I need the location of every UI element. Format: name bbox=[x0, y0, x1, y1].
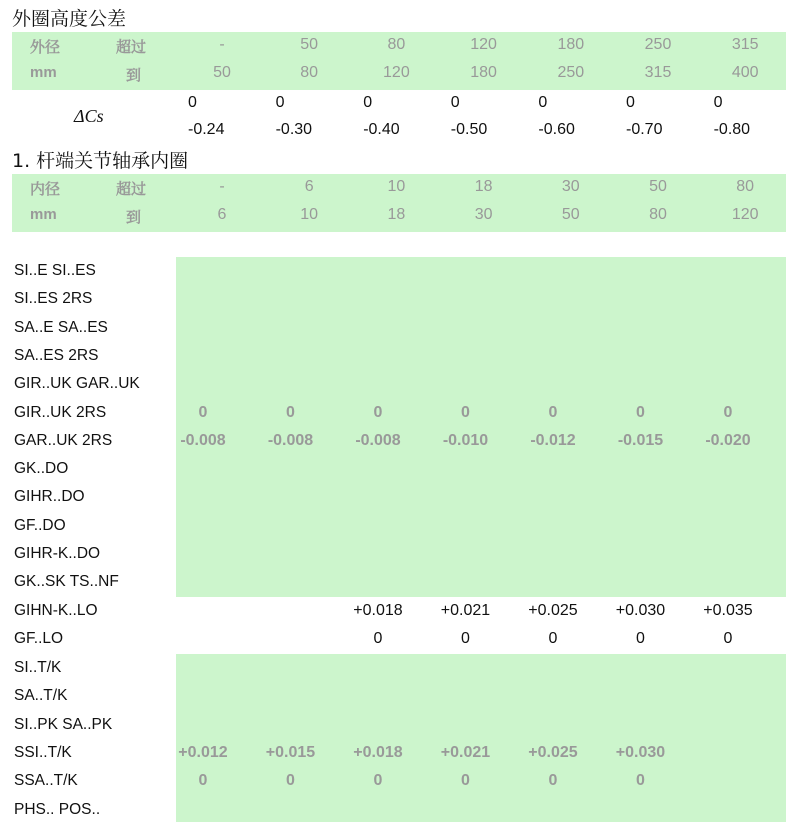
header-cell: 50 bbox=[561, 206, 580, 223]
delta-upper-cell: 0 bbox=[275, 94, 285, 111]
tolerance-lower-cell: 0 bbox=[461, 630, 470, 647]
header-cell: 18 bbox=[474, 178, 493, 195]
bearing-type-label: GIHN-K..LO bbox=[14, 602, 98, 619]
delta-lower-cell: -0.80 bbox=[713, 121, 751, 138]
tolerance-upper-cell: +0.015 bbox=[265, 744, 316, 761]
bearing-type-label: SI..ES 2RS bbox=[14, 290, 93, 308]
delta-lower-cell: -0.24 bbox=[188, 121, 225, 138]
section1-row1-label-b: 超过 bbox=[116, 39, 147, 56]
tolerance-upper-cell: +0.030 bbox=[615, 744, 666, 761]
tolerance-lower-cell: -0.008 bbox=[267, 432, 314, 449]
tolerance-upper-cell: +0.025 bbox=[528, 602, 578, 619]
bearing-type-label: GAR..UK 2RS bbox=[14, 431, 113, 449]
header-cell: 250 bbox=[644, 36, 672, 53]
bearing-type-label: SSA..T/K bbox=[14, 772, 78, 790]
header-cell: 50 bbox=[213, 64, 231, 81]
tolerance-upper-cell: 0 bbox=[373, 404, 383, 421]
tolerance-lower-cell: 0 bbox=[461, 772, 470, 789]
header-cell: 120 bbox=[383, 64, 410, 81]
header-cell: 80 bbox=[387, 36, 406, 53]
bearing-type-label: SI..T/K bbox=[14, 659, 62, 676]
header-cell: 250 bbox=[557, 64, 585, 81]
header-cell: 180 bbox=[557, 36, 585, 53]
header-cell: 10 bbox=[387, 178, 406, 195]
tolerance-upper-cell: 0 bbox=[286, 404, 295, 421]
tolerance-upper-cell: 0 bbox=[636, 404, 645, 421]
header-cell: 120 bbox=[470, 36, 497, 53]
header-cell: 400 bbox=[731, 64, 759, 81]
header-cell: - bbox=[219, 36, 225, 53]
tolerance-upper-cell: +0.021 bbox=[440, 744, 491, 761]
delta-upper-cell: 0 bbox=[626, 94, 635, 111]
tolerance-lower-cell: 0 bbox=[548, 630, 558, 647]
tolerance-lower-cell: -0.012 bbox=[530, 432, 576, 449]
header-cell: 30 bbox=[474, 206, 493, 223]
tolerance-lower-cell: 0 bbox=[636, 630, 645, 647]
bearing-type-label: SI..E SI..ES bbox=[14, 262, 96, 279]
header-cell: 30 bbox=[561, 178, 580, 195]
header-cell: 80 bbox=[736, 178, 755, 195]
section1-row1-label-a: 外径 bbox=[30, 39, 61, 56]
tolerance-upper-cell: +0.030 bbox=[615, 602, 666, 619]
header-cell: 18 bbox=[387, 206, 406, 223]
delta-lower-cell: -0.50 bbox=[450, 121, 488, 138]
delta-upper-cell: 0 bbox=[363, 94, 373, 111]
tolerance-upper-cell: +0.018 bbox=[353, 744, 403, 761]
delta-lower-cell: -0.60 bbox=[538, 121, 575, 138]
tolerance-upper-cell: 0 bbox=[198, 404, 208, 421]
section2-row1-label-b: 超过 bbox=[116, 181, 147, 198]
section2-title: 1. 杆端关节轴承内圈 bbox=[12, 150, 189, 172]
header-cell: 80 bbox=[300, 64, 319, 81]
group-a-band bbox=[176, 257, 786, 597]
tolerance-lower-cell: 0 bbox=[373, 630, 383, 647]
section2-row2-label-b: 到 bbox=[126, 209, 142, 226]
header-cell: 120 bbox=[731, 206, 759, 223]
tolerance-upper-cell: +0.018 bbox=[353, 602, 403, 619]
bearing-type-label: GK..DO bbox=[14, 460, 69, 478]
delta-lower-cell: -0.30 bbox=[275, 121, 313, 138]
tolerance-lower-cell: -0.008 bbox=[180, 432, 226, 449]
section1-row2-label-a: mm bbox=[30, 64, 57, 81]
tolerance-upper-cell: +0.035 bbox=[703, 602, 753, 619]
delta-lower-cell: -0.40 bbox=[363, 121, 400, 138]
section1-title: 外圈高度公差 bbox=[12, 8, 127, 30]
tolerance-lower-cell: -0.010 bbox=[442, 432, 489, 449]
bearing-type-label: GIHR-K..DO bbox=[14, 545, 101, 562]
bearing-type-label: GIHR..DO bbox=[14, 488, 85, 506]
group-c-band bbox=[176, 654, 786, 822]
header-cell: 6 bbox=[217, 206, 227, 223]
delta-upper-cell: 0 bbox=[188, 94, 197, 111]
tolerance-lower-cell: 0 bbox=[286, 772, 295, 789]
delta-lower-cell: -0.70 bbox=[626, 121, 663, 138]
tolerance-lower-cell: 0 bbox=[373, 772, 383, 789]
tolerance-lower-cell: -0.020 bbox=[705, 432, 751, 449]
bearing-type-label: SA..T/K bbox=[14, 687, 68, 705]
section2-row2-label-a: mm bbox=[30, 206, 57, 223]
bearing-type-label: PHS.. POS.. bbox=[14, 800, 101, 818]
tolerance-upper-cell: +0.012 bbox=[178, 744, 228, 761]
bearing-type-label: SA..ES 2RS bbox=[14, 346, 99, 364]
bearing-type-label: GF..DO bbox=[14, 516, 66, 534]
bearing-type-label: SSI..T/K bbox=[14, 743, 72, 761]
bearing-type-label: GK..SK TS..NF bbox=[14, 573, 119, 591]
header-cell: 315 bbox=[731, 36, 759, 53]
bearing-type-label: GF..LO bbox=[14, 630, 64, 648]
delta-upper-cell: 0 bbox=[450, 94, 460, 111]
delta-cs-label: ΔCs bbox=[74, 106, 104, 126]
tolerance-lower-cell: 0 bbox=[548, 772, 558, 789]
delta-upper-cell: 0 bbox=[538, 94, 548, 111]
header-cell: 10 bbox=[300, 206, 319, 223]
tolerance-upper-cell: +0.021 bbox=[440, 602, 491, 619]
header-cell: 180 bbox=[470, 64, 497, 81]
header-cell: 315 bbox=[644, 64, 672, 81]
tolerance-upper-cell: 0 bbox=[723, 404, 733, 421]
tolerance-lower-cell: 0 bbox=[636, 772, 645, 789]
bearing-type-label: GIR..UK 2RS bbox=[14, 403, 107, 421]
header-cell: 50 bbox=[649, 178, 667, 195]
tolerance-upper-cell: 0 bbox=[548, 404, 558, 421]
tolerance-lower-cell: 0 bbox=[198, 772, 208, 789]
tolerance-lower-cell: -0.008 bbox=[355, 432, 401, 449]
header-cell: - bbox=[219, 178, 225, 195]
header-cell: 80 bbox=[649, 206, 667, 223]
tolerance-lower-cell: -0.015 bbox=[617, 432, 664, 449]
bearing-type-label: SI..PK SA..PK bbox=[14, 715, 113, 733]
tolerance-upper-cell: 0 bbox=[461, 404, 470, 421]
bearing-type-label: SA..E SA..ES bbox=[14, 318, 108, 336]
tolerance-upper-cell: +0.025 bbox=[528, 744, 578, 761]
tolerance-lower-cell: 0 bbox=[723, 630, 733, 647]
header-cell: 50 bbox=[300, 36, 319, 53]
bearing-type-label: GIR..UK GAR..UK bbox=[14, 375, 140, 393]
header-cell: 6 bbox=[304, 178, 314, 195]
section2-row1-label-a: 内径 bbox=[30, 181, 61, 198]
section1-row2-label-b: 到 bbox=[126, 67, 142, 84]
delta-upper-cell: 0 bbox=[713, 94, 723, 111]
